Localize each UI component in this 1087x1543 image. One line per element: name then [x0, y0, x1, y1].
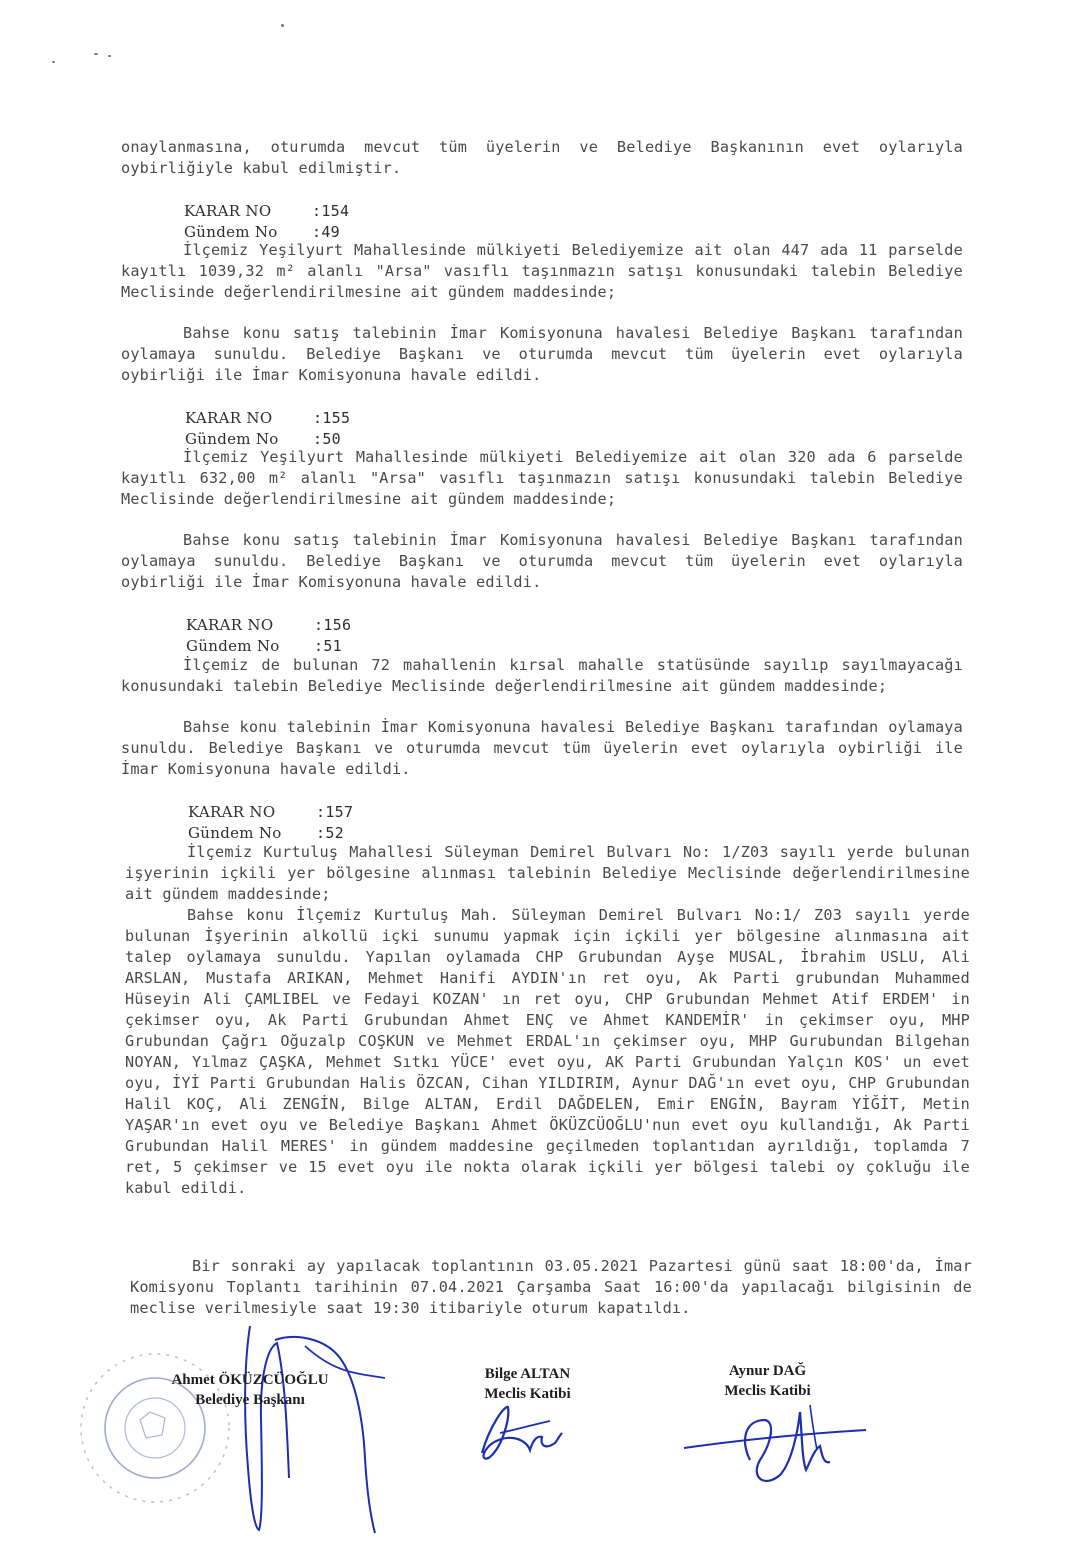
- decision-156-subject: İlçemiz de bulunan 72 mahallenin kırsal mahalle statüsünde sayılıp sayılmayacağı konusundaki talebin Belediye Meclisinde değerlendirilmesine ait gündem maddesinde;: [121, 656, 963, 695]
- karar-no-154: [184, 202, 349, 220]
- karar-no-157: [188, 803, 353, 821]
- mayor-title: Belediye Başkanı: [195, 1392, 305, 1408]
- karar-no-156: [186, 616, 351, 634]
- decision-157-result: Bahse konu İlçemiz Kurtuluş Mah. Süleyman Demirel Bulvarı No:1/ Z03 sayılı yerde bulunan İşyerinin alkollü içki sunumu yapmak için içkili yer bölgesine alınmasına ait talep oylamaya sunuldu. Yapılan oylamada CHP Grubundan Ayşe MUSAL, İbrahim USLU, Ali ARSLAN, Mustafa ARIKAN, Mehmet Hanifi AYDIN'ın ret oyu, Ak Parti grubundan Muhammed Hüseyin Ali ÇAMLIBEL ve Fedayi KOZAN' ın ret oyu, CHP Grubundan Mehmet Atif ERDEM' in çekimser oyu, Ak Parti Grubundan Ahmet ENÇ ve Ahmet KANDEMİR' in çekimser oyu, MHP Grubundan Çağrı Oğuzalp COŞKUN ve Mehmet ERDAL'ın çekimser oyu, MHP Gurubundan Bilgehan NOYAN, Yılmaz ÇAŞKA, Mehmet Sıtkı YÜCE' evet oyu, AK Parti Grubundan Yalçın KOS' un evet oyu, İYİ Parti Grubundan Halis ÖZCAN, Cihan YILDIRIM, Aynur DAĞ'ın evet oyu, CHP Grubundan Halil KOÇ, Ali ZENGİN, Bilge ALTAN, Erdil DAĞDELEN, Emir ENGİN, Bayram YİĞİT, Metin YAŞAR'ın evet oyu ve Belediye Başkanı Ahmet ÖKÜZCÜOĞLU'nun evet oyu kullandığı, Ak Parti Grubundan Halil MERES' in gündem maddesine geçilmeden toplantıdan ayrıldığı, toplamda 7 ret, 5 çekimser ve 15 evet oyu ile nokta olarak içkili yer bölgesi talebi oy çokluğu ile kabul edildi.: [125, 906, 970, 1197]
- clerk2-signature-icon: [680, 1390, 880, 1495]
- mayor-signature-block: [150, 1370, 350, 1410]
- scan-speck: [94, 53, 98, 55]
- mayor-name: Ahmet ÖKÜZCÜOĞLU: [171, 1372, 329, 1388]
- karar-no-155: [185, 409, 350, 427]
- scan-speck: [52, 61, 55, 63]
- gundem-value: :51: [314, 637, 342, 655]
- clerk1-signature-block: [450, 1364, 605, 1404]
- clerk1-title: Meclis Katibi: [484, 1386, 571, 1402]
- clerk1-signature-icon: [470, 1395, 570, 1470]
- closing-paragraph: Bir sonraki ay yapılacak toplantının 03.05.2021 Pazartesi günü saat 18:00'da, İmar Komisyonu Toplantı tarihinin 07.04.2021 Çarşamba Saat 16:00'da yapılacağı bilgisinin de meclise verilmesiyle saat 19:30 itibariyle oturum kapatıldı.: [130, 1257, 972, 1317]
- municipal-stamp-icon: [70, 1340, 230, 1520]
- decision-154-result: Bahse konu satış talebinin İmar Komisyonuna havalesi Belediye Başkanı tarafından oylamaya sunuldu. Belediye Başkanı ve oturumda mevcut tüm üyelerin evet oylarıyla oybirliği ile İmar Komisyonuna havale edildi.: [121, 324, 963, 384]
- gundem-label: Gündem No: [185, 430, 279, 448]
- karar-label: KARAR NO: [186, 616, 274, 634]
- gundem-label: Gündem No: [186, 637, 280, 655]
- clerk2-name: Aynur DAĞ: [728, 1363, 807, 1379]
- karar-label: KARAR NO: [188, 803, 276, 821]
- gundem-no-50: [185, 430, 341, 448]
- gundem-no-49: [184, 223, 340, 241]
- decision-155-subject: İlçemiz Yeşilyurt Mahallesinde mülkiyeti Belediyemize ait olan 320 ada 6 parselde kayıtlı 632,00 m² alanlı "Arsa" vasıflı taşınmazın satışı konusundaki talebin Belediye Meclisinde değerlendirilmesine ait gündem maddesinde;: [121, 448, 963, 508]
- karar-value: :156: [314, 616, 352, 634]
- gundem-no-51: [186, 637, 342, 655]
- scan-speck: [281, 24, 284, 27]
- clerk2-title: Meclis Katibi: [724, 1383, 811, 1399]
- decision-154-subject: İlçemiz Yeşilyurt Mahallesinde mülkiyeti Belediyemize ait olan 447 ada 11 parselde kayıtlı 1039,32 m² alanlı "Arsa" vasıflı taşınmazın satışı konusundaki talebin Belediye Meclisinde değerlendirilmesine ait gündem maddesinde;: [121, 241, 963, 301]
- clerk2-signature-block: [690, 1361, 845, 1401]
- mayor-signature-icon: [215, 1318, 405, 1543]
- decision-157-subject: İlçemiz Kurtuluş Mahallesi Süleyman Demirel Bulvarı No: 1/Z03 sayılı yerde bulunan işyerinin içkili yer bölgesine alınması talebinin Belediye Meclisinde değerlendirilmesine ait gündem maddesinde;: [125, 843, 970, 903]
- karar-value: :155: [313, 409, 351, 427]
- karar-label: KARAR NO: [185, 409, 273, 427]
- gundem-label: Gündem No: [184, 223, 278, 241]
- gundem-value: :52: [316, 824, 344, 842]
- decision-156-result: Bahse konu talebinin İmar Komisyonuna havalesi Belediye Başkanı tarafından oylamaya sunuldu. Belediye Başkanı ve oturumda mevcut tüm üyelerin evet oylarıyla oybirliği ile İmar Komisyonuna havale edildi.: [121, 718, 963, 778]
- gundem-no-52: [188, 824, 344, 842]
- gundem-value: :50: [313, 430, 341, 448]
- scan-speck: [108, 55, 111, 57]
- gundem-label: Gündem No: [188, 824, 282, 842]
- karar-value: :157: [316, 803, 354, 821]
- clerk1-name: Bilge ALTAN: [484, 1366, 571, 1382]
- decision-155-result: Bahse konu satış talebinin İmar Komisyonuna havalesi Belediye Başkanı tarafından oylamaya sunuldu. Belediye Başkanı ve oturumda mevcut tüm üyelerin evet oylarıyla oybirliği ile İmar Komisyonuna havale edildi.: [121, 531, 963, 591]
- gundem-value: :49: [312, 223, 340, 241]
- karar-label: KARAR NO: [184, 202, 272, 220]
- intro-paragraph: onaylanmasına, oturumda mevcut tüm üyelerin ve Belediye Başkanının evet oylarıyla oybirliğiyle kabul edilmiştir.: [121, 138, 963, 177]
- karar-value: :154: [312, 202, 350, 220]
